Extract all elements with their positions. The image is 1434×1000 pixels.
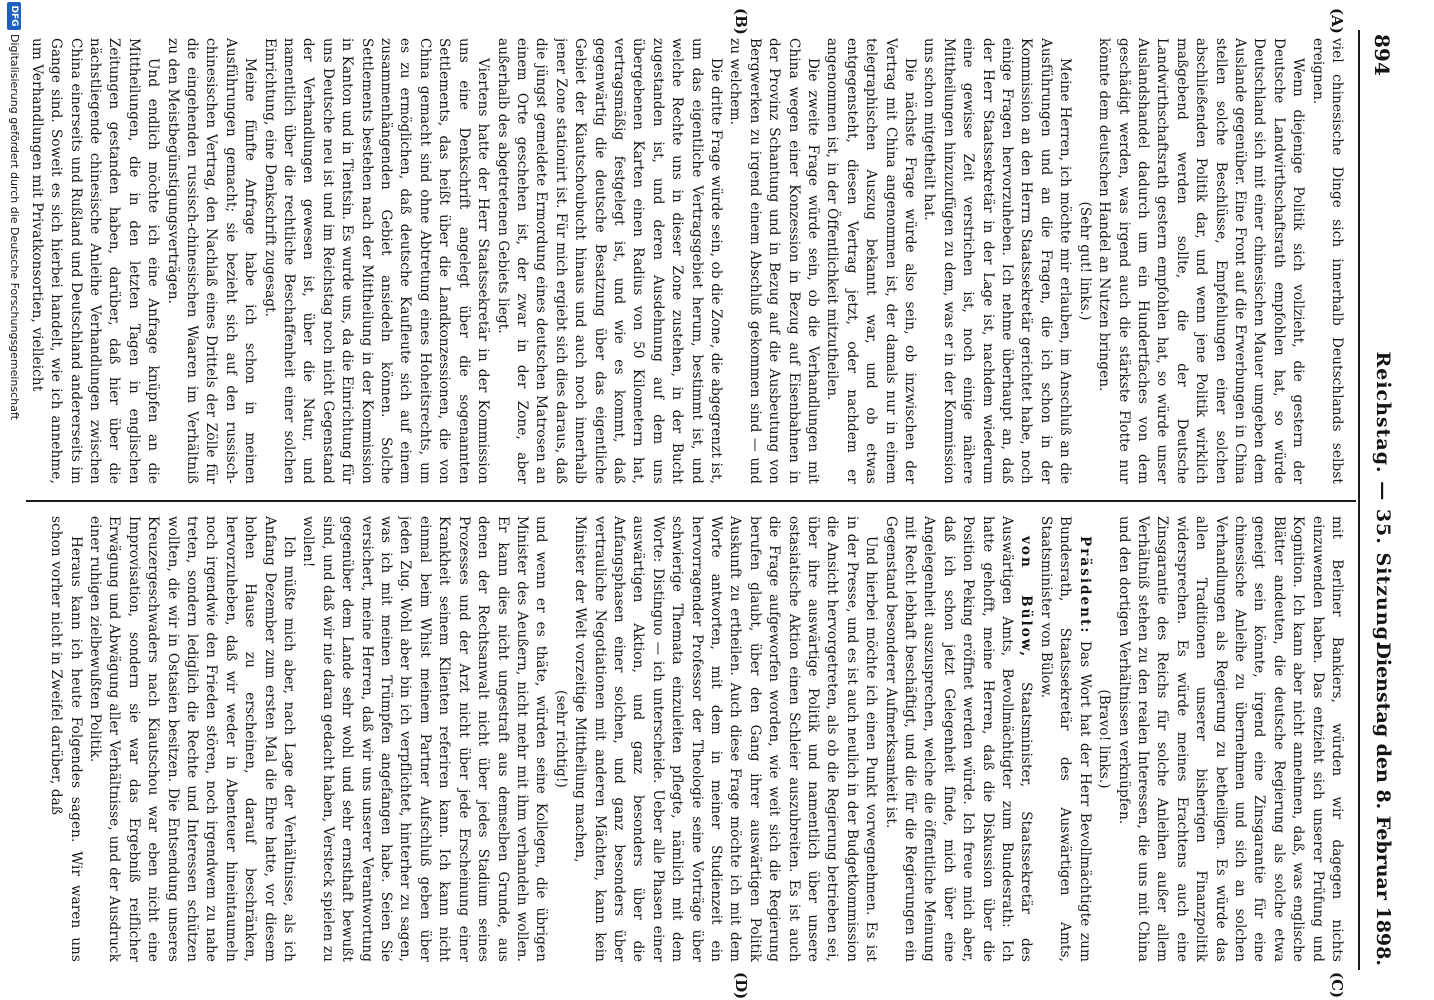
paragraph: und wenn er es thäte, würden seine Kollegen, die übrigen Minister des Aeußern, nicht mehr mit ihm verhandeln wollen. Er kann dies nicht ungestraft aus demselben Grunde, aus denen der Rechtsanwalt nicht über jedes Stadium seines Prozesses und der Arzt nicht über jede Erscheinung einer Krankheit seinem Klienten referiren kann. Ich kann nicht einmal beim Whist meinem Partner Aufschluß geben über jeden Zug. Wohl aber bin ich verpflichtet, hinterher zu sagen, was ich mit meinen Trümpfen angefangen habe. Seien Sie versichert, meine Herren, daß wir uns unserer Verantwortung gegenüber dem Lande sehr wohl und sehr ernsthaft bewußt sind, und daß wir nie daran gedacht haben, Versteck spielen zu wollen! xyxy=(300,516,550,962)
paragraph: Ich müßte mich aber, nach Lage der Verhältnisse, als ich Anfang Dezember zum ersten Mal die Ehre hatte, vor diesem hohen Hause zu erscheinen, darauf beschränken, hervorzuheben, daß wir weder in Abenteuer hineintaumeln noch irgendwie den Frieden stören, noch irgendwem zu nahe treten, sondern lediglich die Rechte und Interessen schützen wollten, die wir in Ostasien besitzen. Die Entsendung unseres Kreuzergeschwaders nach Kiautschou war eben nicht eine Improvisation, sondern sie war das Ergebniß reiflicher Erwägung und Abwägung aller Verhältnisse, und der Ausdruck einer ruhigen zielbewußten Politik. xyxy=(87,516,298,962)
paragraph: Heraus kann ich heute Folgendes sagen. Wir waren uns schon vorher nicht in Zweifel darüber, daß xyxy=(48,516,84,962)
speaker-name: von Bülow, xyxy=(1018,536,1035,659)
session-date: Dienstag den 8. Februar 1898. xyxy=(1372,642,1394,966)
paragraph: mit Berliner Bankiers, würden wir dagegen nichts einzuwenden haben. Das entzieht sich unserer Prüfung und Kognition. Ich kann aber nicht annehmen, daß, was englische Blätter andeuten, die deutsche Regierung als solche etwa geneigt sein könnte, irgend eine Zinsgarantie für eine chinesische Anleihe zu übernehmen und sich an solchen Verhandlungen als Regierung zu betheiligen. Es würde das allen Traditionen unserer bisherigen Finanzpolitik widersprechen. Es würde meines Erachtens auch eine Zinsgarantie des Reichs für solche Anleihen außer allem Verhältniß stehen zu den realen Interessen, die uns mit China und den dortigen Verhältnissen verknüpfen. xyxy=(1115,516,1345,962)
margin-letter-d: (D) xyxy=(732,972,750,1000)
applause-note: (Sehr gut! links.) xyxy=(1076,201,1093,321)
speaker-name: Präsident: xyxy=(1076,536,1093,635)
margin-letter-a: (A) xyxy=(1328,8,1346,34)
speech-text: Das Wort hat der Herr Bevollmächtigte zum Bundesrath, Staatssekretär des Auswärtigen Amts, Staatsminister von Bülow. xyxy=(1037,516,1093,962)
dfg-logo-icon: DFG xyxy=(7,2,21,30)
page-header xyxy=(1364,34,1400,966)
running-title: Reichstag. — 35. Sitzung. xyxy=(1372,351,1394,649)
speech-text: Staatsminister, Staatssekretär des Auswärtigen Amts, Bevollmächtigter zum Bundesrath: Ich hatte gehofft, meine Herren, daß die Diskussion über die Position Peking eröffnet werden würde. Ich freue mich aber, daß ich schon jetzt Gelegenheit finde, mich über eine Angelegenheit auszusprechen, welche die öffentliche Meinung mit Recht lebhaft beschäftigt, und die für die Regierungen ein Gegenstand besonderer Aufmerksamkeit ist. xyxy=(882,516,1035,962)
paragraph: Viertens hatte der Herr Staatssekretär in der Kommission uns eine Denkschrift angelegt über die sogenannten Settlements, das heißt über die Landkonzessionen, die von China gemacht sind ohne Abtretung eines Hoheitsrechts, um es zu ermöglichen, daß deutsche Kaufleute sich auf einem zusammenhängenden Gebiet ansiedeln können. Solche Settlements bestehen nach der Mittheilung in der Kommission in Kanton und in Tientsin. Es wurde uns, da die Einrichtung für uns Deutsche neu ist und im Reichstag noch nicht Gegenstand der Verhandlungen gewesen ist, über die Natur, und namentlich über die rechtliche Beschaffenheit einer solchen Einrichtung, eine Denkschrift zugesagt. xyxy=(261,38,492,484)
paragraph: Meine fünfte Anfrage habe ich schon in meinen Ausführungen gemacht; sie bezieht sich auf den russisch-chinesischen Vertrag, den Nachlaß eines Drittels der Zölle für die eingehenden russisch-chinesischen Waaren im Verhältniß zu den Meistbegünstigungsverträgen. xyxy=(164,38,259,484)
paragraph: Die dritte Frage würde sein, ob die Zone, die abgegrenzt ist, um das eigentliche Vertragsgebiet herum, bestimmt ist, und welche Rechte uns in dieser Zone zustehen, in der Bucht zugestanden ist, und deren Ausdehnung auf dem uns übergebenen Karten einen Radius von 50 Kilometern hat, vertragsmäßig festgelegt ist, und wie es kommt, daß gegenwärtig die deutsche Besatzung über das eigentliche Gebiet der Kiautschoubucht hinaus und auch noch innerhalb jener Zone stationirt ist. Für mich ergiebt sich dies daraus, daß die jüngst gemeldete Ermordung eines deutschen Matrosen an einem Orte geschehen ist, der zwar in der Zone, aber außerhalb des abgetretenen Gebiets liegt. xyxy=(494,38,724,484)
digitization-credit: Digitalisierung gefördert durch die Deutsche Forschungsgemeinschaft xyxy=(8,34,21,420)
paragraph: Wenn diejenige Politik sich vollzieht, die gestern der Deutsche Landwirthschaftsrath empfohlen hat, so würde Deutschland sich mit einer chinesischen Mauer umgeben dem Auslande gegenüber. Eine Front auf die Erwerbungen in China stellen solche Beschlüsse, Empfehlungen einer solchen abschließenden Politik dar, und wenn jene Politik wirklich maßgebend werden sollte, die der Deutsche Landwirthschaftsrath gestern empfohlen hat, so würde unser Auslandshandel dadurch um ein Hundertfaches von dem geschädigt werden, was irgend auch die stärkste Flotte nur könnte dem deutschen Handel an Nutzen bringen. xyxy=(1096,38,1307,484)
right-column xyxy=(26,516,1346,962)
applause-note: (sehr richtig!) xyxy=(552,690,569,788)
footer-credit xyxy=(4,0,24,1000)
bulow-paragraph xyxy=(880,516,1035,962)
left-column xyxy=(26,38,1346,484)
president-paragraph xyxy=(1036,516,1094,962)
applause-note: (Bravo! links.) xyxy=(1096,689,1113,789)
paragraph: Und endlich möchte ich eine Anfrage knüpfen an die Mittheilungen, die in den letzten Tagen in englischen Zeitungen gestanden haben, darüber, daß hier über die nächstliegende chinesische Anleihe Verhandlungen zwischen China einerseits und Rußland und Deutschland andererseits im Gange sind. Soweit es sich hierbei handelt, wie ich annehme, um Verhandlungen mit Privatkonsortien, vielleicht xyxy=(28,38,162,484)
paragraph: Die zweite Frage würde sein, ob die Verhandlungen mit China wegen einer Konzession in Bezug auf Eisenbahnen in der Provinz Schantung und in Bezug auf die Ausbeutung von Bergwerken zu irgend einem Abschluß gekommen sind — und zu welchem. xyxy=(727,38,822,484)
header-rule xyxy=(1358,30,1360,970)
margin-letter-c: (C) xyxy=(1328,972,1346,999)
paragraph: Meine Herren, ich möchte mir erlauben, im Anschluß an die Ausführungen und an die Fragen, die ich schon in der Kommission an den Herrn Staatssekretär gerichtet habe, noch einige Fragen hervorzuheben. Ich nehme überhaupt an, daß der Herr Staatssekretär in der Lage ist, nachdem wiederum eine gewisse Zeit verstrichen ist, noch einige nähere Mittheilungen hinzuzufügen zu dem, was er in der Kommission uns schon mitgetheilt hat. xyxy=(921,38,1074,484)
paragraph: Die nächste Frage würde also sein, ob inzwischen der Vertrag mit China angenommen ist, der damals nur in einem telegraphischen Auszug bekannt war, und ob etwas entgegensteht, diesen Vertrag jetzt, oder nachdem er angenommen ist, in der Öffentlichkeit mitzutheilen. xyxy=(824,38,919,484)
page-number: 894 xyxy=(1370,34,1394,76)
margin-letter-b: (B) xyxy=(732,8,750,35)
paragraph: Und hierbei möchte ich einen Punkt vorwegnehmen. Es ist in der Presse, und es ist auch neulich in der Budgetkommission die Ansicht hervorgetreten, als ob die Regierung betrieben sei, über ihre auswärtige Politik und namentlich über unsere ostasiatische Aktion einen Schleier auszubreiten. Es ist auch die Frage aufgeworfen worden, wie weit sich die Regierung berufen glaubt, über den Gang ihrer auswärtigen Politik Auskunft zu ertheilen. Auch diese Frage möchte ich mit dem Worte antworten, mit dem in meiner Studienzeit ein hervorragender Professor der Theologie seine Vorträge über schwierige Themata einzuleiten pflegte, nämlich mit dem Worte: Distinguo — ich unterscheide. Ueber alle Phasen einer auswärtigen Aktion, und ganz besonders über die Anfangsphasen einer solchen, und ganz besonders über vertrauliche Negotiationen mit anderen Mächten, kann kein Minister der Welt vorzeitige Mittheilung machen, xyxy=(572,516,880,962)
paragraph: viel chinesische Dinge sich innerhalb Deutschlands selbst ereignen. xyxy=(1309,38,1345,484)
column-divider xyxy=(26,500,1356,502)
